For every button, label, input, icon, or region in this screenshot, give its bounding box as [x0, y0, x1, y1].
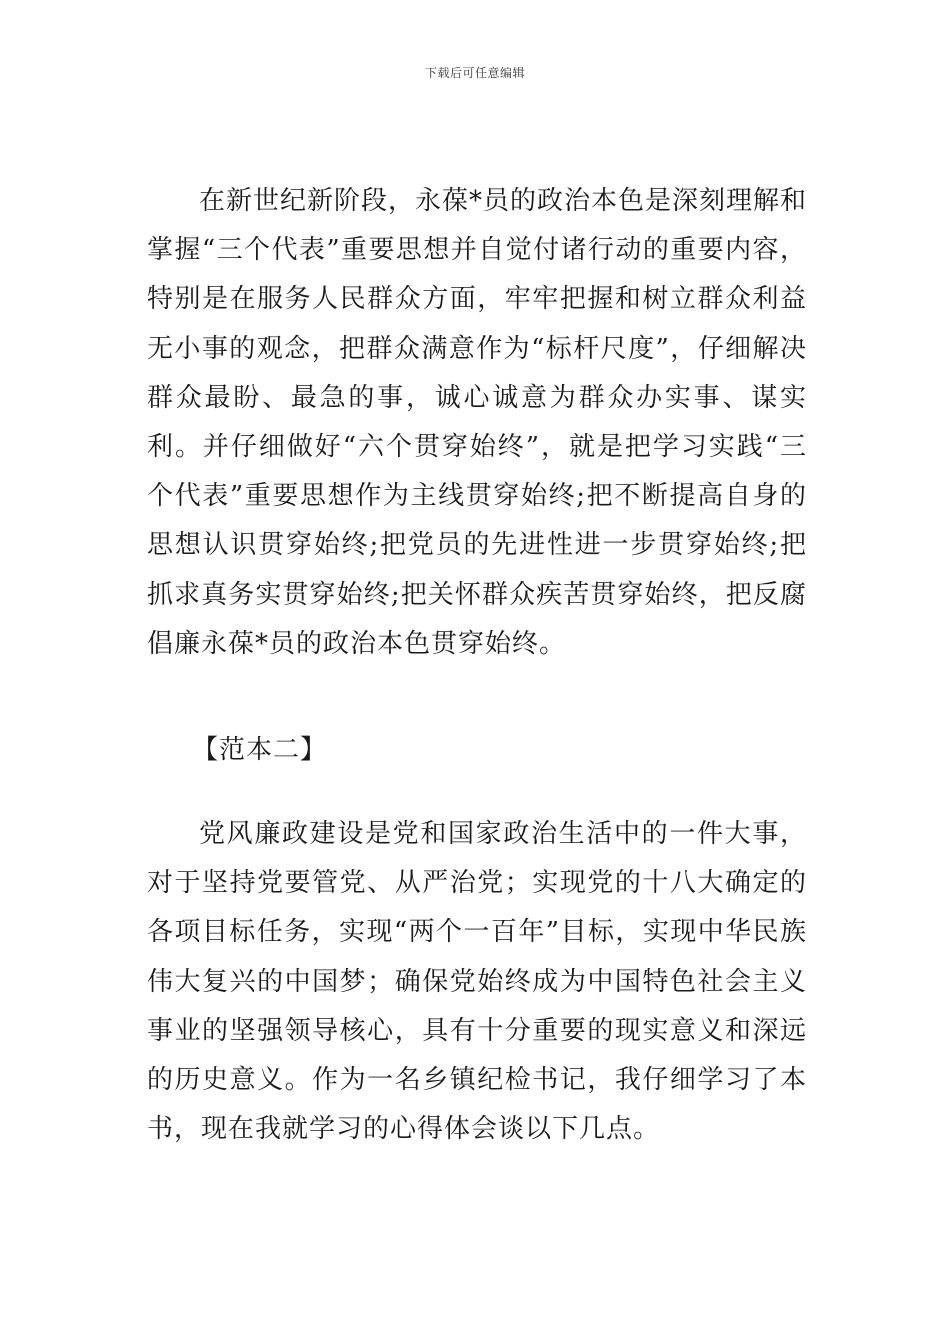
body-paragraph-2: 党风廉政建设是党和国家政治生活中的一件大事，对于坚持党要管党、从严治党；实现党的十八大确定的各项目标任务，实现“两个一百年”目标，实现中华民族伟大复兴的中国梦；确保党始终成为中国特色社会主义事业的坚强领导核心，具有十分重要的现实意义和深远的历史意义。作为一名乡镇纪检书记，我仔细学习了本书，现在我就学习的心得体会谈以下几点。 [147, 819, 807, 1145]
body-paragraph-1: 在新世纪新阶段，永葆*员的政治本色是深刻理解和掌握“三个代表”重要思想并自觉付诸行动的重要内容，特别是在服务人民群众方面，牢牢把握和树立群众利益无小事的观念，把群众满意作为“标杆尺度”，仔细解决群众最盼、最急的事，诚心诚意为群众办实事、谋实利。并仔细做好“六个贯穿始终”，就是把学习实践“三个代表”重要思想作为主线贯穿始终;把不断提高自身的思想认识贯穿始终;把党员的先进性进一步贯穿始终;把抓求真务实贯穿始终;把关怀群众疾苦贯穿始终，把反腐倡廉永葆*员的政治本色贯穿始终。 [147, 186, 808, 659]
section-heading: 【范本二】 [192, 735, 328, 765]
page-header: 下载后可任意编辑 [424, 66, 525, 80]
